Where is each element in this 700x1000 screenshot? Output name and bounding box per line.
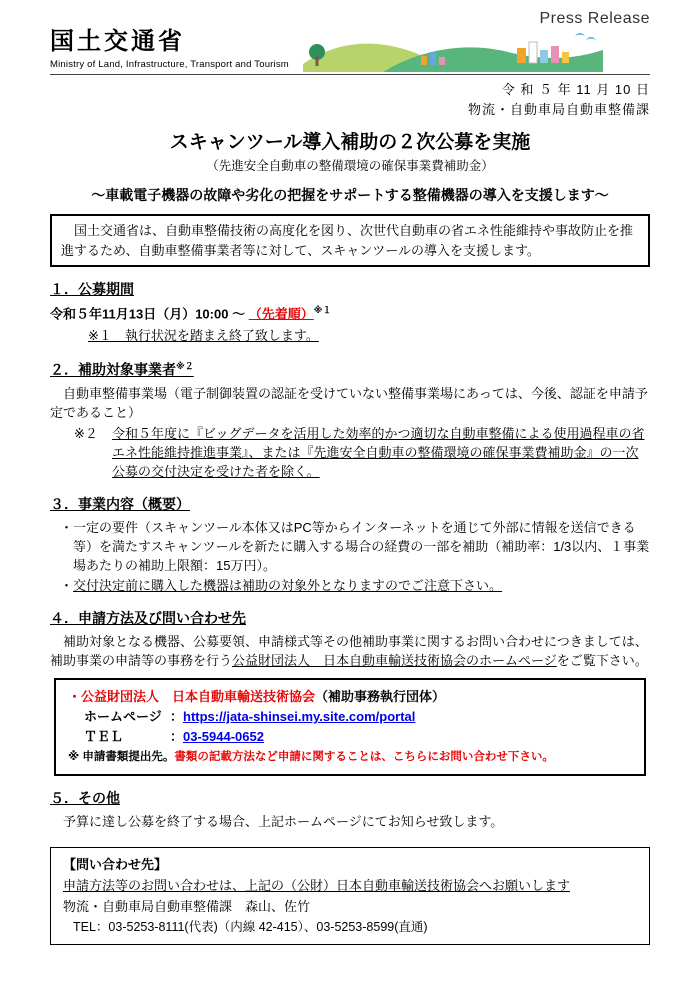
homepage-colon: ： xyxy=(170,709,184,725)
note2 xyxy=(74,425,650,482)
contact-tel-line: TEL：03-5253-8111(代表)（内線 42-415）、03-5253-8599(直通) xyxy=(73,920,428,935)
summary-box xyxy=(50,214,650,267)
mlit-logo xyxy=(50,28,650,72)
note1-text: ※１ 執行状況を踏まえ終了致します。 xyxy=(88,328,319,344)
first-come-first-served-label: （先着順） xyxy=(248,306,314,322)
press-release-label: Press Release xyxy=(539,10,650,27)
issuing-department: 物流・自動車局自動車整備課 xyxy=(467,101,650,117)
section4-heading: ４．申請方法及び問い合わせ先 xyxy=(50,610,246,627)
jata-org-line xyxy=(68,687,632,707)
jata-org-role: （補助事務執行団体） xyxy=(315,688,446,704)
contact-box-title: 【問い合わせ先】 xyxy=(63,857,168,873)
hills-illustration-icon xyxy=(303,28,603,72)
tel-row xyxy=(84,727,632,747)
tagline: ～車載電子機器の故障や劣化の把握をサポートする整備機器の導入を支援します～ xyxy=(91,187,609,203)
jata-box-note xyxy=(68,749,632,767)
other-text: 予算に達し公募を終了する場合、上記ホームページにてお知らせ致します。 xyxy=(50,814,504,830)
section1-heading: １．公募期間 xyxy=(50,281,134,297)
section2-heading xyxy=(50,359,650,380)
portal-url-link[interactable]: https://jata-shinsei.my.site.com/portal xyxy=(183,709,416,725)
ministry-name-ja: 国土交通省 xyxy=(50,28,185,55)
section-eligible-businesses xyxy=(50,359,650,482)
application-method-pre: 補助対象となる機器、公募要領、申請様式等その他補助事業に関するお問い合わせにつきましては、補助事業の申請等の事務を行う xyxy=(50,634,648,669)
overview-bullet-2 xyxy=(60,577,650,596)
section2-heading-text: ２．補助対象事業者 xyxy=(50,361,176,378)
mlit-logo-text-block xyxy=(50,28,289,70)
tel-label: ＴＥＬ xyxy=(84,729,124,745)
section-application-period xyxy=(50,279,650,346)
section-project-overview xyxy=(50,494,650,596)
contact-line-1: 申請方法等のお問い合わせは、上記の（公財）日本自動車輸送技術協会へお願いします xyxy=(63,877,571,893)
tel-colon: ： xyxy=(170,729,184,745)
jata-org-name: ・公益財団法人 日本自動車輸送技術協会 xyxy=(68,688,316,704)
homepage-label: ホームページ xyxy=(84,709,162,725)
contact-box xyxy=(50,847,650,945)
eligible-businesses-text: 自動車整備事業場（電子制御装置の認証を受けていない整備事業場にあっては、今後、認証を申請予定であること） xyxy=(50,385,648,420)
jata-info-box xyxy=(54,678,646,776)
overview-bullet-1: ・一定の要件（スキャンツール本体又はPC等からインターネットを通じて外部に情報を送信できる等）を満たすスキャンツールを新たに購入する場合の経費の一部を補助（補助率：1/3以内、１事業場あたりの補助上限額：15万円）。 xyxy=(60,519,650,573)
page-subtitle: （先進安全自動車の整備環境の確保事業費補助金） xyxy=(206,159,494,173)
section5-heading: ５．その他 xyxy=(50,790,120,807)
summary-text: 国土交通省は、自動車整備技術の高度化を図り、次世代自動車の省エネ性能維持や事故防止を推進するため、自動車整備事業者等に対して、スキャンツールの導入を支援します。 xyxy=(61,223,634,258)
application-period-line xyxy=(50,304,650,324)
overview-bullet-2-text: 交付決定前に購入した機器は補助の対象外となりますのでご注意下さい。 xyxy=(73,578,503,594)
note2-ref-mark: ※２ xyxy=(176,361,194,372)
homepage-row xyxy=(84,707,632,727)
application-method-post: をご覧下さい。 xyxy=(556,653,648,669)
page-title: スキャンツール導入補助の２次公募を実施 xyxy=(169,132,531,153)
date-block xyxy=(50,80,650,119)
header-divider xyxy=(50,74,650,75)
jata-tel-link[interactable]: 03-5944-0652 xyxy=(183,729,264,745)
bullet-marker: ・ xyxy=(60,578,74,594)
application-method-text xyxy=(50,633,650,671)
jata-homepage-reference: 公益財団法人 日本自動車輸送技術協会のホームページ xyxy=(232,653,557,669)
period-date-text: 令和５年11月13日（月）10:00 ～ xyxy=(50,306,249,322)
note2-text: 令和５年度に『ビッグデータを活用した効率的かつ適切な自動車整備による使用過程車の省エネ性能維持推進事業』、または『先進安全自動車の整備環境の確保事業費補助金』の一次公募の交付決定を受けた者を除く。 xyxy=(112,426,645,480)
release-date: 令 和 ５ 年 11 月 10 日 xyxy=(501,82,650,97)
note1-ref-mark: ※１ xyxy=(313,305,332,315)
section3-heading: ３．事業内容（概要） xyxy=(50,495,190,512)
note2-label: ※２ xyxy=(74,426,98,442)
section-application-method xyxy=(50,608,650,776)
header xyxy=(50,10,650,119)
submission-note: ※ 申請書類提出先。 xyxy=(68,751,175,764)
contact-line-2: 物流・自動車局自動車整備課 森山、佐竹 xyxy=(63,898,311,914)
section-other xyxy=(50,788,650,832)
ministry-name-en: Ministry of Land, Infrastructure, Transport and Tourism xyxy=(50,58,289,70)
inquiry-note-red: 書類の記載方法など申請に関することは、こちらにお問い合わせ下さい。 xyxy=(174,751,554,764)
